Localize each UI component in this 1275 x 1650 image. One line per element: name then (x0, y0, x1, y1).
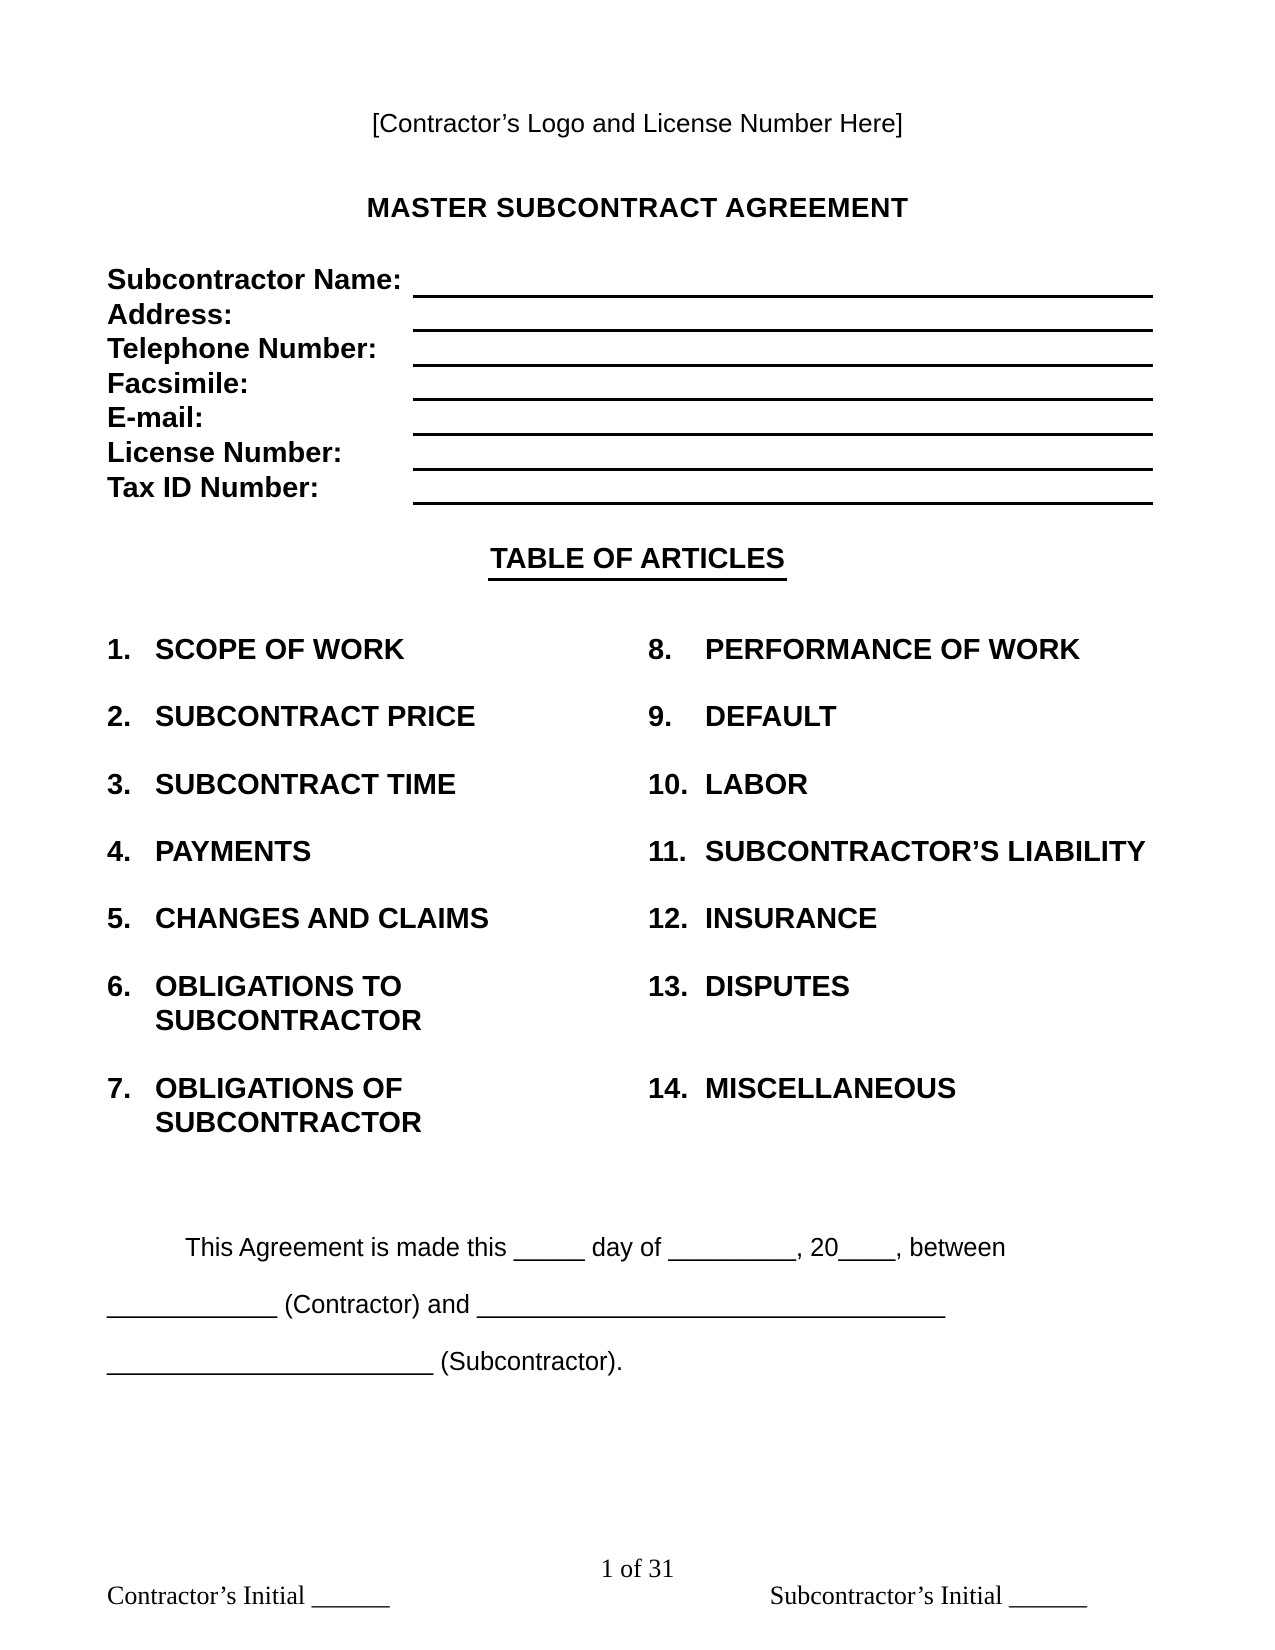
article-number: 13. (648, 971, 689, 1003)
field-label-subcontractor-name: Subcontractor Name: (107, 264, 402, 296)
article-label: INSURANCE (705, 903, 878, 935)
article-label: PERFORMANCE OF WORK (705, 634, 1081, 666)
article-item-insurance (648, 902, 1168, 970)
article-label: DISPUTES (705, 971, 851, 1003)
field-label-facsimile: Facsimile: (107, 367, 249, 400)
form-field-row (107, 436, 1153, 471)
article-number: 2. (107, 701, 132, 733)
article-item-changes-and-claims (107, 902, 648, 970)
form-field-row (107, 332, 1153, 367)
field-label-license-number: License Number: (107, 436, 343, 469)
logo-placeholder: [Contractor’s Logo and License Number Here] (372, 108, 903, 138)
form-field-row (107, 367, 1153, 402)
article-item-disputes (648, 970, 1168, 1072)
article-label: LABOR (705, 769, 809, 801)
form-field-row (107, 298, 1153, 333)
article-item-obligations-of-subcontractor (107, 1072, 648, 1140)
form-field-row (107, 401, 1153, 436)
agreement-clause-line-1: This Agreement is made this _____ day of _________, 20____, between (185, 1234, 1006, 1262)
article-number: 3. (107, 769, 132, 801)
article-item-miscellaneous (648, 1072, 1168, 1140)
article-item-subcontract-time (107, 768, 648, 835)
field-label-telephone-number: Telephone Number: (107, 333, 378, 366)
article-label: PAYMENTS (155, 836, 312, 868)
article-item-default (648, 700, 1168, 768)
form-field-row (107, 471, 1153, 506)
article-item-subcontract-price (107, 700, 648, 768)
article-number: 6. (107, 971, 132, 1003)
article-number: 4. (107, 836, 132, 868)
article-label: OBLIGATIONS OF SUBCONTRACTOR (155, 1073, 422, 1139)
article-item-performance-of-work (648, 633, 1168, 700)
article-number: 11. (648, 836, 687, 868)
field-label-tax-id-number: Tax ID Number: (107, 471, 320, 504)
article-label: SUBCONTRACT PRICE (155, 701, 476, 733)
table-of-articles-list (107, 633, 1168, 1140)
subcontractor-name-blank-line[interactable] (413, 263, 1153, 298)
article-item-obligations-to-subcontractor (107, 970, 648, 1072)
article-number: 12. (648, 903, 689, 935)
article-item-labor (648, 768, 1168, 835)
article-label: OBLIGATIONS TO SUBCONTRACTOR (155, 971, 422, 1037)
article-item-subcontractors-liability (648, 835, 1168, 902)
field-label-address: Address: (107, 298, 233, 331)
contractor-initial-label: Contractor’s Initial ______ (107, 1581, 390, 1610)
article-number: 9. (648, 701, 673, 733)
page-number: 1 of 31 (600, 1554, 675, 1583)
footer-initials-row (107, 1581, 1087, 1611)
article-number: 1. (107, 634, 132, 666)
form-field-row (107, 263, 1153, 298)
article-number: 8. (648, 634, 673, 666)
article-label: SUBCONTRACTOR’S LIABILITY (705, 836, 1146, 868)
article-label: SCOPE OF WORK (155, 634, 405, 666)
article-item-payments (107, 835, 648, 902)
subcontractor-initial-label: Subcontractor’s Initial ______ (769, 1581, 1087, 1610)
table-of-articles-heading (0, 542, 1275, 576)
facsimile-blank-line[interactable] (413, 367, 1153, 402)
table-of-articles-heading-text: TABLE OF ARTICLES (488, 543, 787, 581)
article-number: 7. (107, 1073, 132, 1105)
agreement-clause-line-3: _______________________ (Subcontractor). (107, 1348, 624, 1376)
article-number: 14. (648, 1073, 689, 1105)
article-number: 5. (107, 903, 132, 935)
article-label: SUBCONTRACT TIME (155, 769, 457, 801)
article-label: MISCELLANEOUS (705, 1073, 957, 1105)
telephone-number-blank-line[interactable] (413, 332, 1153, 367)
email-blank-line[interactable] (413, 401, 1153, 436)
tax-id-number-blank-line[interactable] (413, 471, 1153, 506)
article-number: 10. (648, 769, 689, 801)
address-blank-line[interactable] (413, 298, 1153, 333)
article-item-scope-of-work (107, 633, 648, 700)
field-label-email: E-mail: (107, 402, 204, 435)
article-label: DEFAULT (705, 701, 837, 733)
subcontractor-info-form (107, 263, 1153, 505)
agreement-clause-line-2: ____________ (Contractor) and _________________________________ (107, 1291, 946, 1319)
license-number-blank-line[interactable] (413, 436, 1153, 471)
document-title: MASTER SUBCONTRACT AGREEMENT (366, 192, 909, 223)
article-label: CHANGES AND CLAIMS (155, 903, 490, 935)
